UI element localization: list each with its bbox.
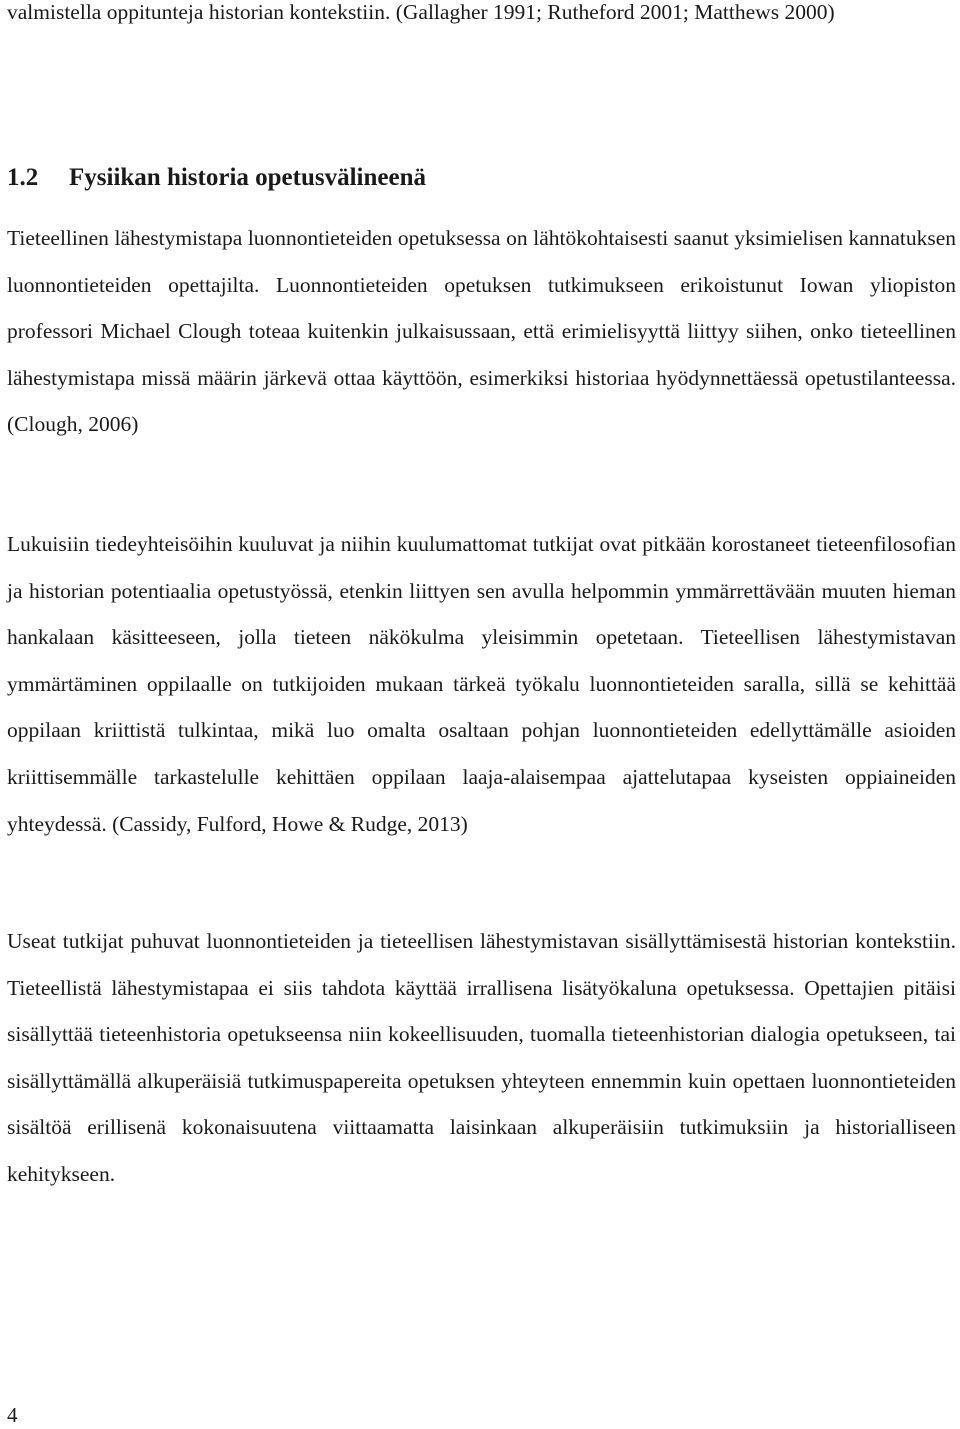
body-paragraph-2: Lukuisiin tiedeyhteisöihin kuuluvat ja niihin kuulumattomat tutkijat ovat pitkään korostaneet tieteenfilosofian ja historian potentiaalia opetustyössä, etenkin liittyen sen avulla helpommin ymmärrettävään muuten hieman hankalaan käsitteeseen, jolla tieteen näkökulma yleisimmin opetetaan. Tieteellisen lähestymistavan ymmärtäminen oppilaalle on tutkijoiden mukaan tärkeä työkalu luonnontieteiden saralla, sillä se kehittää oppilaan kriittistä tulkintaa, mikä luo omalta osaltaan pohjan luonnontieteiden edellyttämälle asioiden kriittisemmälle tarkastelulle kehittäen oppilaan laaja-alaisempaa ajattelutapaa kyseisten oppiaineiden yhteydessä. (Cassidy, Fulford, Howe & Rudge, 2013) xyxy=(7,532,956,836)
section-heading xyxy=(7,156,426,200)
body-paragraph-1: Tieteellinen lähestymistapa luonnontieteiden opetuksessa on lähtökohtaisesti saanut yksimielisen kannatuksen luonnontieteiden opettajilta. Luonnontieteiden opetuksen tutkimukseen erikoistunut Iowan yliopiston professori Michael Clough toteaa kuitenkin julkaisussaan, että erimielisyyttä liittyy siihen, onko tieteellinen lähestymistapa missä määrin järkevä ottaa käyttöön, esimerkiksi historiaa hyödynnettäessä opetustilanteessa. (Clough, 2006) xyxy=(7,226,956,437)
body-paragraph-3: Useat tutkijat puhuvat luonnontieteiden ja tieteellisen lähestymistavan sisällyttämisestä historian kontekstiin. Tieteellistä lähestymistapaa ei siis tahdota käyttää irrallisena lisätyökaluna opetuksessa. Opettajien pitäisi sisällyttää tieteenhistoria opetukseensa niin kokeellisuuden, tuomalla tieteenhistorian dialogia opetukseen, tai sisällyttämällä alkuperäisiä tutkimuspapereita opetuksen yhteyteen ennemmin kuin opettaen luonnontieteiden sisältöä erillisenä kokonaisuutena viittaamatta laisinkaan alkuperäisiin tutkimuksiin ja historialliseen kehitykseen. xyxy=(7,929,956,1186)
continued-paragraph: valmistella oppitunteja historian kontekstiin. (Gallagher 1991; Rutheford 2001; Matthews 2000) xyxy=(7,0,835,24)
section-number: 1.2 xyxy=(7,164,39,191)
page-number: 4 xyxy=(7,1403,18,1427)
section-title: Fysiikan historia opetusvälineenä xyxy=(69,164,426,191)
